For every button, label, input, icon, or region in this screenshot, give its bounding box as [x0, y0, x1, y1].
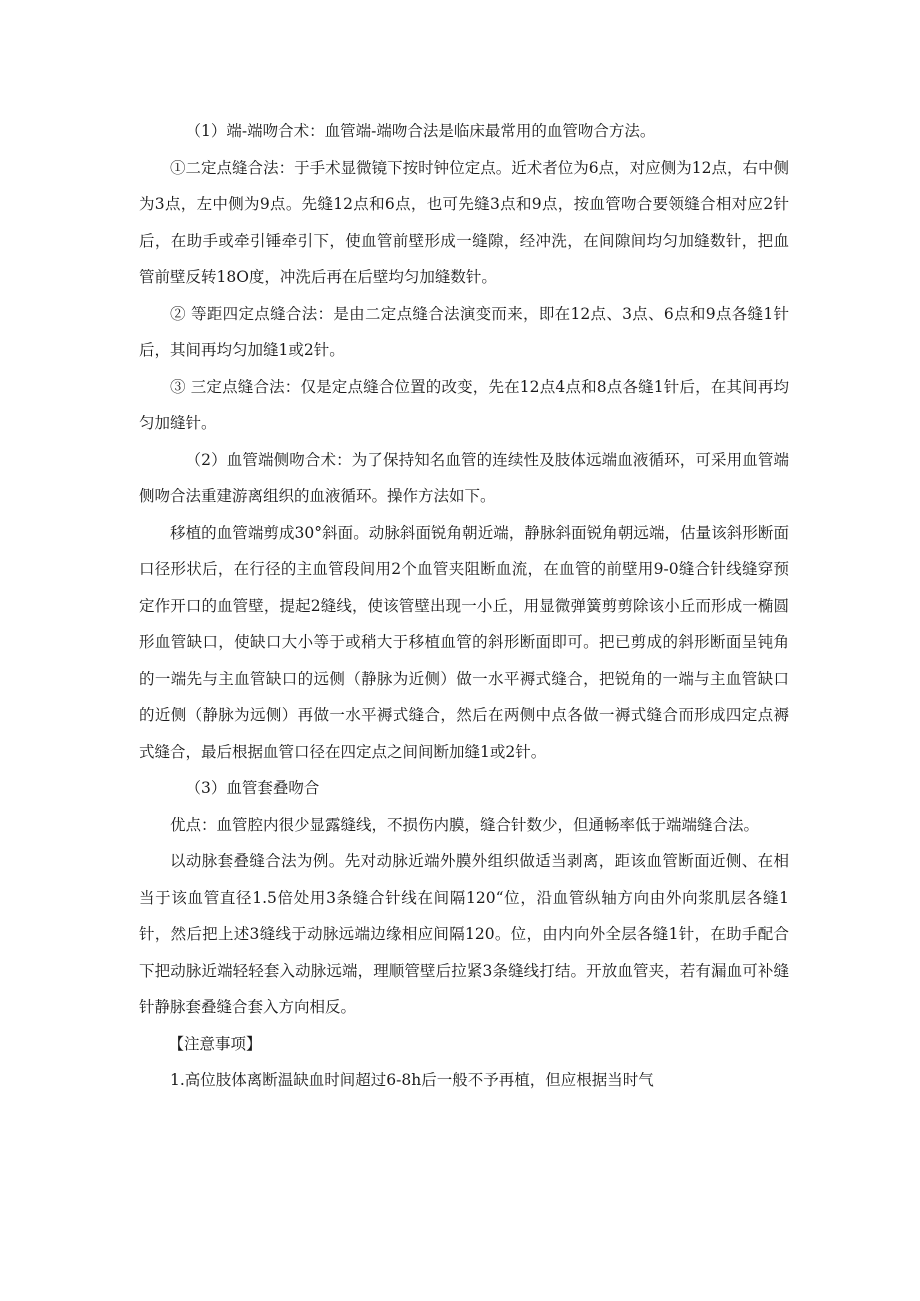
paragraph-end-to-side-anastomosis: （2）血管端侧吻合术：为了保持知名血管的连续性及肢体远端血液循环，可采用血管端侧吻合法重建游离组织的血液循环。操作方法如下。 — [139, 450, 789, 505]
paragraph-four-point-suture: ② 等距四定点缝合法：是由二定点缝合法演变而来，即在12点、3点、6点和9点各缝1针后，其间再均匀加缝1或2针。 — [139, 304, 789, 359]
paragraph-end-to-end-anastomosis: （1）端-端吻合术：血管端-端吻合法是临床最常用的血管吻合方法。 — [185, 122, 656, 140]
document-body — [139, 113, 789, 1099]
paragraph-advantages: 优点：血管腔内很少显露缝线，不损伤内膜，缝合针数少，但通畅率低于端端缝合法。 — [170, 815, 760, 834]
paragraph-graft-procedure: 移植的血管端剪成30°斜面。动脉斜面锐角朝近端，静脉斜面锐角朝远端，估量该斜形断面口径形状后，在行径的主血管段间用2个血管夹阻断血流，在血管的前壁用9-0缝合针线缝穿预定作开口的血管壁，提起2缝线，使该管壁出现一小丘，用显微弹簧剪剪除该小丘而形成一椭圆形血管缺口，使缺口大小等于或稍大于移植血管的斜形断面即可。把已剪成的斜形断面呈钝角的一端先与主血管缺口的远侧（静脉为近侧）做一水平褥式缝合，把锐角的一端与主血管缺口的近侧（静脉为远侧）再做一水平褥式缝合，然后在两侧中点各做一褥式缝合而形成四定点褥式缝合，最后根据血管口径在四定点之间间断加缝1或2针。 — [139, 523, 789, 761]
heading-notes: 【注意事项】 — [168, 1034, 262, 1053]
paragraph-arterial-sleeve-example: 以动脉套叠缝合法为例。先对动脉近端外膜外组织做适当剥离，距该血管断面近侧、在相当于该血管直径1.5倍处用3条缝合针线在间隔120“位，沿血管纵轴方向由外向浆肌层各缝1针，然后把上述3缝线于动脉远端边缘相应间隔120。位，由内向外全层各缝1针，在助手配合下把动脉近端轻轻套入动脉远端，理顺管壁后拉紧3条缝线打结。开放血管夹，若有漏血可补缝针静脉套叠缝合套入方向相反。 — [139, 852, 789, 1016]
paragraph-two-point-suture: ①二定点缝合法：于手术显微镜下按时钟位定点。近术者位为6点，对应侧为12点，右中侧为3点，左中侧为9点。先缝12点和6点，也可先缝3点和9点，按血管吻合要领缝合相对应2针后，在助手或牵引锤牵引下，使血管前壁形成一缝隙，经冲洗，在间隙间均匀加缝数针，把血管前壁反转18O度，冲洗后再在后壁均匀加缝数针。 — [139, 158, 789, 286]
paragraph-three-point-suture: ③ 三定点缝合法：仅是定点缝合位置的改变，先在12点4点和8点各缝1针后，在其间再均匀加缝针。 — [139, 377, 789, 432]
paragraph-sleeve-anastomosis: （3）血管套叠吻合 — [185, 779, 320, 797]
list-item-note-1: 1.高位肢体离断温缺血时间超过6-8h后一般不予再植，但应根据当时气 — [170, 1071, 654, 1089]
